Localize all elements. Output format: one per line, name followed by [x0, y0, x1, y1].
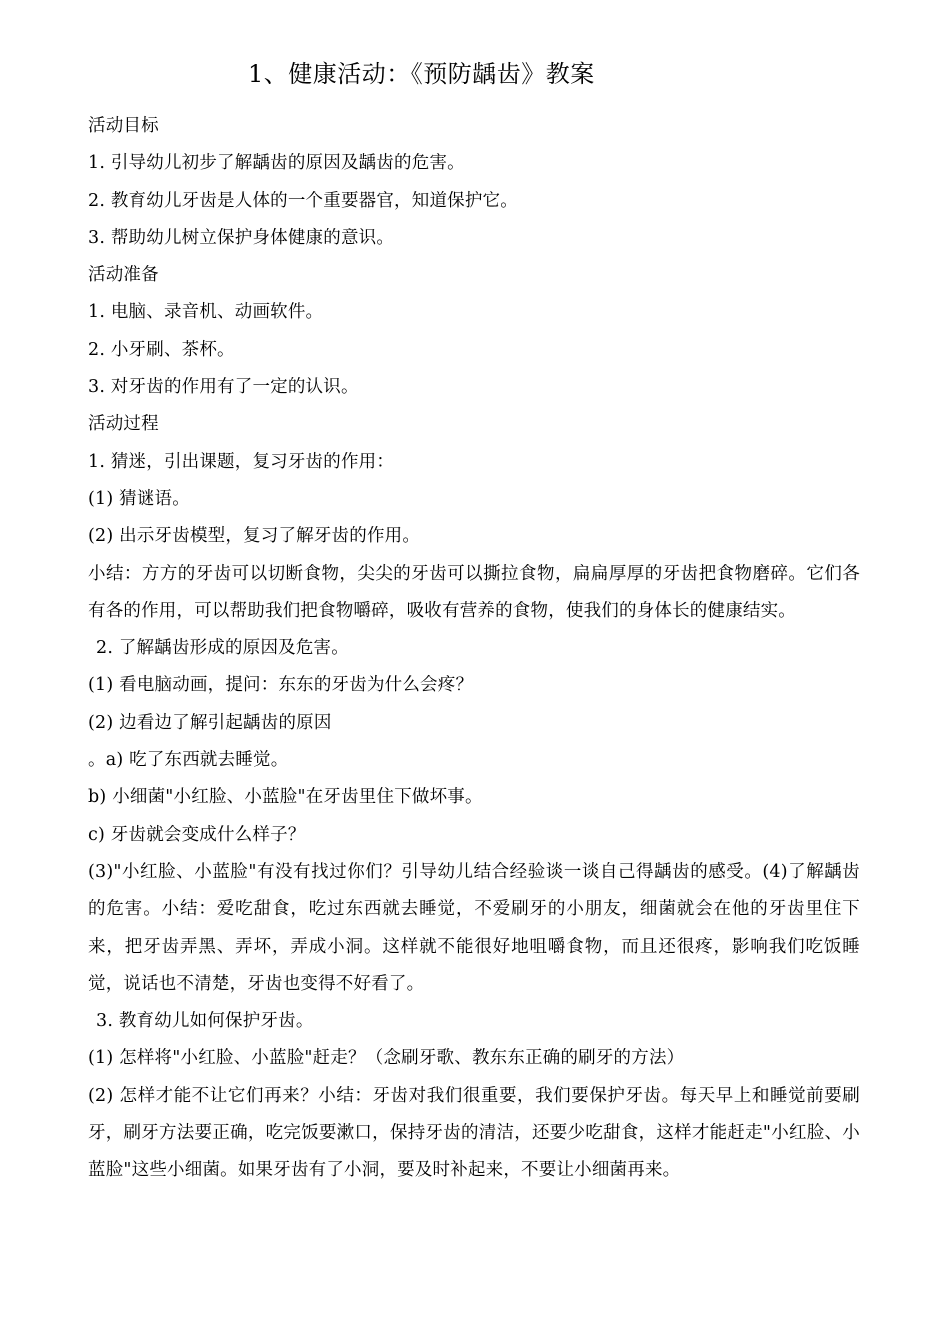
process-substep: (2) 边看边了解引起龋齿的原因: [88, 712, 332, 733]
process-substep: (2) 出示牙齿模型，复习了解牙齿的作用。: [88, 526, 421, 547]
section-heading-process: 活动过程: [88, 414, 159, 435]
summary-paragraph: 小结：方方的牙齿可以切断食物，尖尖的牙齿可以撕拉食物，扁扁厚厚的牙齿把食物磨碎。它们各有各的作用，可以帮助我们把食物嚼碎，吸收有营养的食物，使我们的身体长的健康结实。: [88, 563, 860, 621]
goal-item: 2. 教育幼儿牙齿是人体的一个重要器官，知道保护它。: [88, 190, 518, 211]
process-step: 3. 教育幼儿如何保护牙齿。: [96, 1011, 314, 1032]
preparation-item: 2. 小牙刷、茶杯。: [88, 339, 235, 360]
cause-item: b) 小细菌"小红脸、小蓝脸"在牙齿里住下做坏事。: [88, 787, 483, 808]
goal-item: 1. 引导幼儿初步了解龋齿的原因及龋齿的危害。: [88, 153, 465, 174]
process-substep: (1) 猜谜语。: [88, 488, 190, 509]
process-substep: (1) 怎样将"小红脸、小蓝脸"赶走？（念刷牙歌、教东东正确的刷牙的方法）: [88, 1048, 685, 1069]
discussion-paragraph: (3)"小红脸、小蓝脸"有没有找过你们？引导幼儿结合经验谈一谈自己得龋齿的感受。(4)了解龋齿的危害。小结：爱吃甜食，吃过东西就去睡觉，不爱刷牙的小朋友，细菌就会在他的牙齿里住下来，把牙齿弄黑、弄坏，弄成小洞。这样就不能很好地咀嚼食物，而且还很疼，影响我们吃饭睡觉，说话也不清楚，牙齿也变得不好看了。: [88, 861, 860, 994]
preparation-item: 1. 电脑、录音机、动画软件。: [88, 302, 324, 323]
cause-item: 。a) 吃了东西就去睡觉。: [88, 750, 289, 771]
page-title: 1、健康活动：《预防龋齿》教案: [248, 60, 595, 88]
goal-item: 3. 帮助幼儿树立保护身体健康的意识。: [88, 227, 395, 248]
document-body: [88, 108, 860, 1190]
preparation-item: 3. 对牙齿的作用有了一定的认识。: [88, 377, 359, 398]
process-step: 1. 猜迷，引出课题，复习牙齿的作用：: [88, 451, 395, 472]
closing-paragraph: (2) 怎样才能不让它们再来？小结：牙齿对我们很重要，我们要保护牙齿。每天早上和睡觉前要刷牙，刷牙方法要正确，吃完饭要漱口，保持牙齿的清洁，还要少吃甜食，这样才能赶走"小红脸、小蓝脸"这些小细菌。如果牙齿有了小洞，要及时补起来，不要让小细菌再来。: [88, 1085, 860, 1181]
process-step: 2. 了解龋齿形成的原因及危害。: [96, 638, 349, 659]
cause-item: c) 牙齿就会变成什么样子？: [88, 824, 306, 845]
section-heading-preparation: 活动准备: [88, 265, 159, 286]
section-heading-goals: 活动目标: [88, 116, 159, 136]
process-substep: (1) 看电脑动画，提问：东东的牙齿为什么会疼？: [88, 675, 474, 696]
